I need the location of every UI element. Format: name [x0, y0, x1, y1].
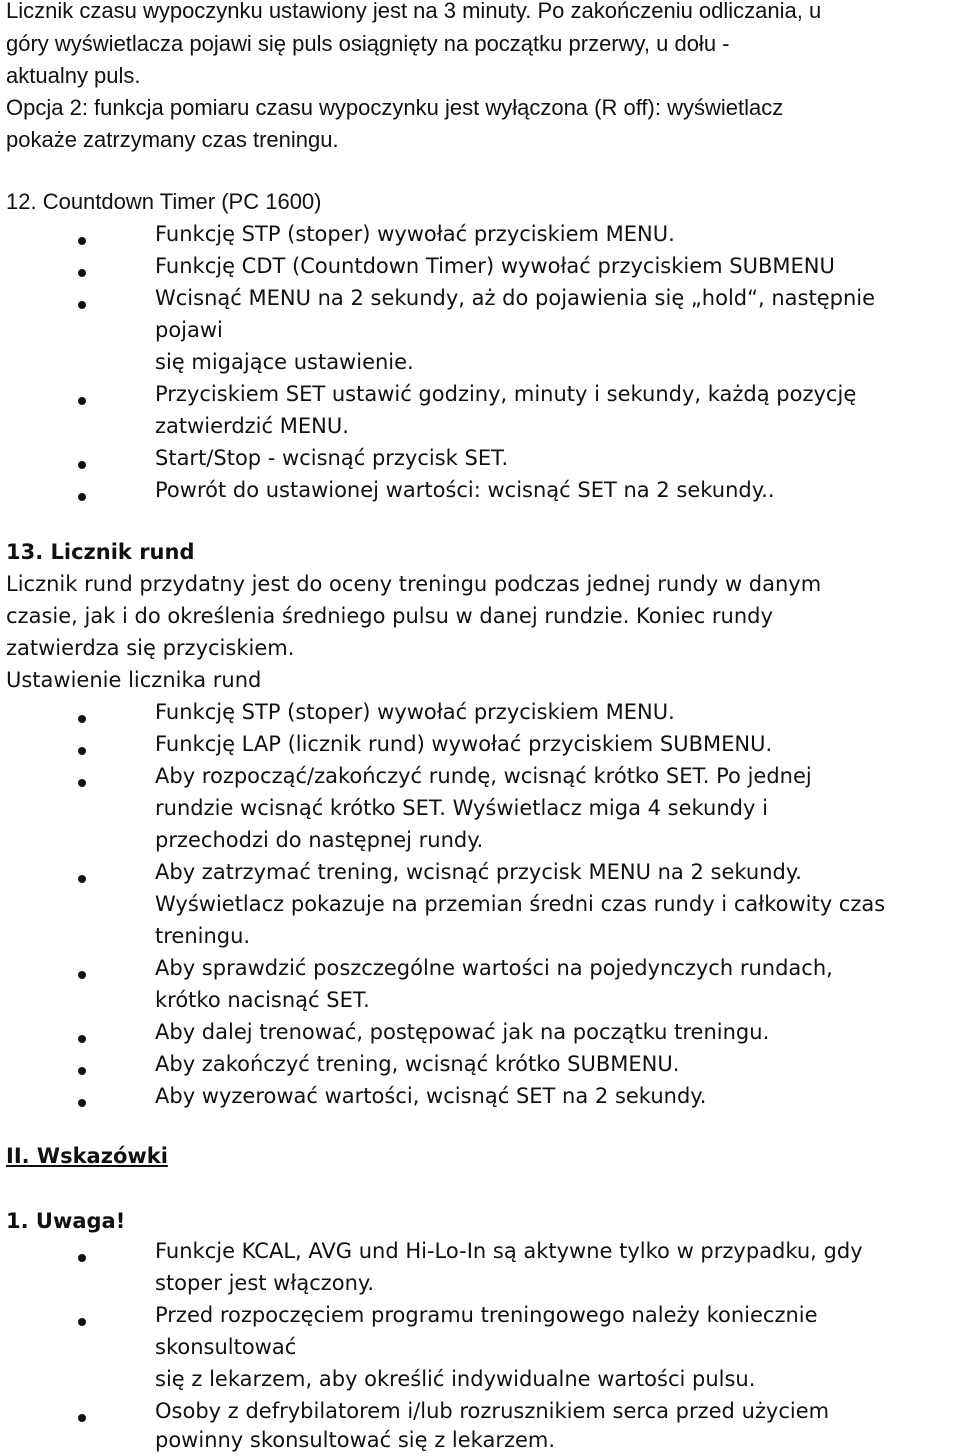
intro-line-4: Opcja 2: funkcja pomiaru czasu wypoczynku jest wyłączona (R off): wyświetlacz: [6, 95, 784, 120]
s13-item-5-cont: krótko nacisnąć SET.: [155, 988, 370, 1012]
bullet-icon: [78, 747, 86, 755]
s13-item-4: Aby zatrzymać trening, wcisnąć przycisk MENU na 2 sekundy.: [155, 860, 802, 884]
bullet-icon: [78, 1099, 86, 1107]
s13-paragraph-line-1: Licznik rund przydatny jest do oceny treningu podczas jednej rundy w danym: [6, 572, 822, 596]
bullet-icon: [78, 493, 86, 501]
s12-item-2: Funkcję CDT (Countdown Timer) wywołać przyciskiem SUBMENU: [155, 254, 835, 278]
s13-item-3: Aby rozpocząć/zakończyć rundę, wcisnąć krótko SET. Po jednej: [155, 764, 812, 788]
bullet-icon: [78, 461, 86, 469]
s13-item-4-cont-2: treningu.: [155, 924, 251, 948]
uwaga-item-2-cont-1: skonsultować: [155, 1335, 297, 1359]
bullet-icon: [78, 1035, 86, 1043]
s12-item-6: Powrót do ustawionej wartości: wcisnąć SET na 2 sekundy..: [155, 478, 775, 502]
s13-item-8: Aby wyzerować wartości, wcisnąć SET na 2 sekundy.: [155, 1084, 707, 1108]
uwaga-item-2-cont-2: się z lekarzem, aby określić indywidualne wartości pulsu.: [155, 1367, 756, 1391]
s13-item-3-cont-1: rundzie wcisnąć krótko SET. Wyświetlacz miga 4 sekundy i: [155, 796, 768, 820]
s12-item-3: Wcisnąć MENU na 2 sekundy, aż do pojawienia się „hold“, następnie: [155, 286, 876, 310]
bullet-icon: [78, 397, 86, 405]
s13-paragraph-line-2: czasie, jak i do określenia średniego pulsu w danej rundzie. Koniec rundy: [6, 604, 773, 628]
uwaga-item-1: Funkcje KCAL, AVG und Hi-Lo-In są aktywne tylko w przypadku, gdy: [155, 1239, 863, 1263]
bullet-icon: [78, 301, 86, 309]
bullet-icon: [78, 269, 86, 277]
bullet-icon: [78, 779, 86, 787]
section-12-title: 12. Countdown Timer (PC 1600): [6, 189, 322, 214]
s13-item-5: Aby sprawdzić poszczególne wartości na pojedynczych rundach,: [155, 956, 833, 980]
s12-item-1: Funkcję STP (stoper) wywołać przyciskiem MENU.: [155, 222, 675, 246]
bullet-icon: [78, 1414, 86, 1422]
bullet-icon: [78, 875, 86, 883]
bullet-icon: [78, 1318, 86, 1326]
s13-item-7: Aby zakończyć trening, wcisnąć krótko SUBMENU.: [155, 1052, 680, 1076]
s12-item-5: Start/Stop - wcisnąć przycisk SET.: [155, 446, 509, 470]
s13-item-6: Aby dalej trenować, postępować jak na początku treningu.: [155, 1020, 770, 1044]
s12-item-4: Przyciskiem SET ustawić godziny, minuty i sekundy, każdą pozycję: [155, 382, 857, 406]
uwaga-item-1-cont: stoper jest włączony.: [155, 1271, 375, 1295]
uwaga-item-2: Przed rozpoczęciem programu treningowego należy koniecznie: [155, 1303, 818, 1327]
s12-item-4-cont: zatwierdzić MENU.: [155, 414, 349, 438]
intro-line-3: aktualny puls.: [6, 63, 141, 88]
uwaga-title: 1. Uwaga!: [6, 1209, 126, 1233]
s13-item-4-cont-1: Wyświetlacz pokazuje na przemian średni czas rundy i całkowity czas: [155, 892, 886, 916]
s13-item-3-cont-2: przechodzi do następnej rundy.: [155, 828, 484, 852]
uwaga-item-3-cont: powinny skonsultować się z lekarzem.: [155, 1428, 556, 1452]
s12-item-3-cont-1: pojawi: [155, 318, 223, 342]
s12-item-3-cont-2: się migające ustawienie.: [155, 350, 414, 374]
bullet-icon: [78, 715, 86, 723]
bullet-icon: [78, 1067, 86, 1075]
intro-line-1: Licznik czasu wypoczynku ustawiony jest na 3 minuty. Po zakończeniu odliczania, u: [6, 0, 822, 23]
bullet-icon: [78, 1254, 86, 1262]
s13-item-2: Funkcję LAP (licznik rund) wywołać przyciskiem SUBMENU.: [155, 732, 773, 756]
bullet-icon: [78, 971, 86, 979]
intro-line-5: pokaże zatrzymany czas treningu.: [6, 127, 339, 152]
s13-item-1: Funkcję STP (stoper) wywołać przyciskiem MENU.: [155, 700, 675, 724]
section-2-title: II. Wskazówki: [6, 1144, 168, 1168]
section-13-title: 13. Licznik rund: [6, 540, 195, 564]
s13-paragraph-line-3: zatwierdza się przyciskiem.: [6, 636, 295, 660]
intro-line-2: góry wyświetlacza pojawi się puls osiągnięty na początku przerwy, u dołu -: [6, 31, 730, 56]
s13-subtitle: Ustawienie licznika rund: [6, 668, 262, 692]
uwaga-item-3: Osoby z defrybilatorem i/lub rozrusznikiem serca przed użyciem: [155, 1399, 830, 1423]
bullet-icon: [78, 237, 86, 245]
